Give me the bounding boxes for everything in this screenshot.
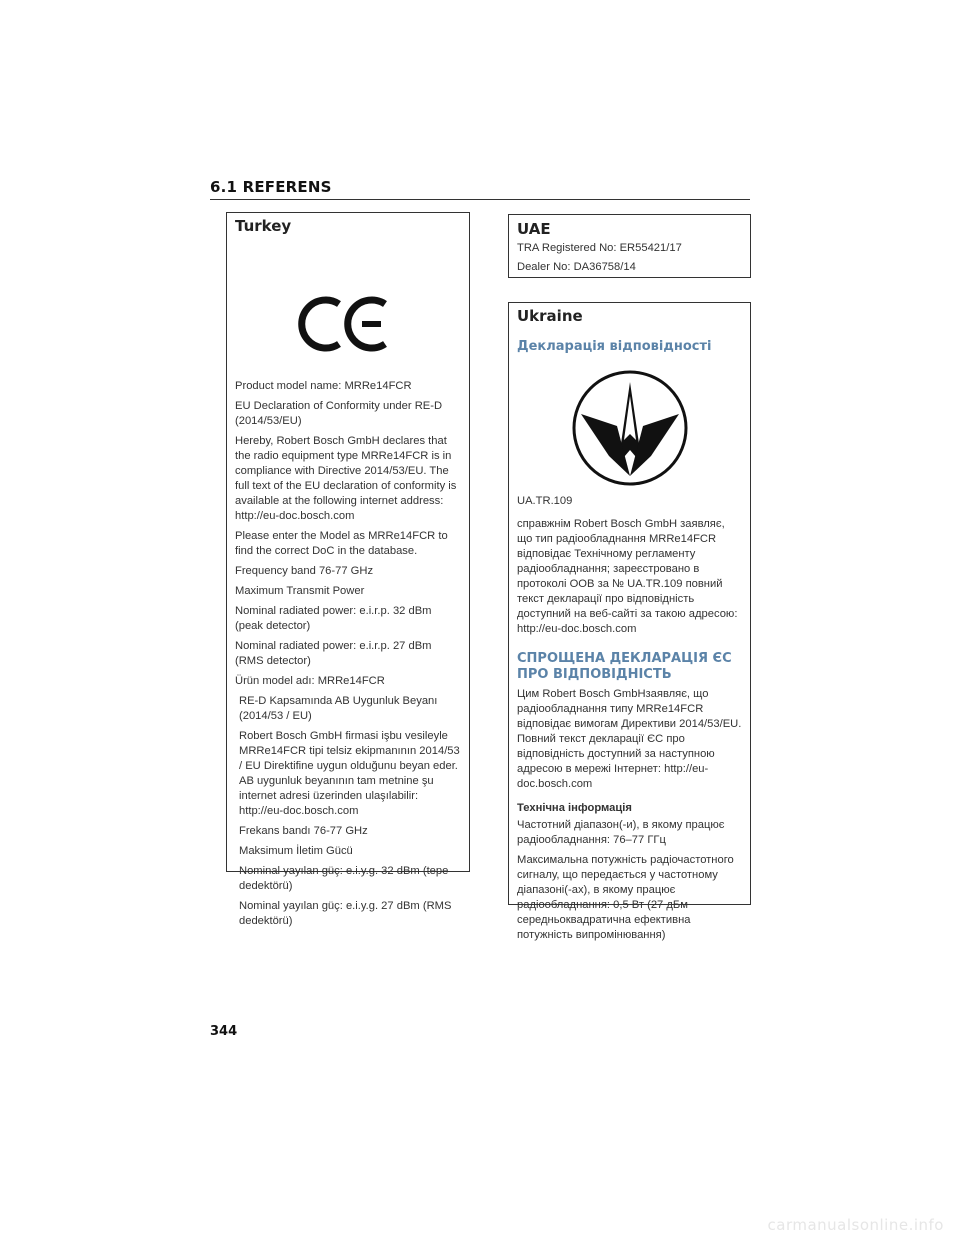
turkey-line-13: Maksimum İletim Gücü xyxy=(239,845,353,857)
turkey-line-9: Ürün model adı: MRRe14FCR xyxy=(235,675,385,687)
turkey-line-4: Please enter the Model as MRRe14FCR to find the correct DoC in the database. xyxy=(235,530,448,557)
page-number: 344 xyxy=(210,1024,238,1039)
turkey-line-2: EU Declaration of Conformity under RE-D (2014/53/EU) xyxy=(235,400,443,427)
uae-line-1: TRA Registered No: ER55421/17 xyxy=(517,242,682,254)
section-divider xyxy=(210,199,750,200)
ukraine-paragraph-3: Частотний діапазон(-и), в якому працює радіообладнання: 76–77 ГГц xyxy=(517,819,725,846)
turkey-line-12: Frekans bandı 76-77 GHz xyxy=(239,825,368,837)
ce-mark xyxy=(235,239,461,379)
ukraine-heading-2: СПРОЩЕНА ДЕКЛАРАЦІЯ ЄС ПРО ВІДПОВІДНІСТЬ xyxy=(517,651,732,682)
ukraine-title: Ukraine xyxy=(517,307,583,325)
turkey-line-5: Frequency band 76-77 GHz xyxy=(235,565,374,577)
turkey-line-8: Nominal radiated power: e.i.r.p. 27 dBm (RMS detector) xyxy=(235,640,432,667)
uae-title: UAE xyxy=(517,220,551,238)
ukraine-conformity-icon xyxy=(509,354,752,494)
ce-mark-text xyxy=(235,239,236,240)
ukraine-tech-heading: Технічна інформація xyxy=(517,802,632,814)
turkey-title: Turkey xyxy=(235,217,292,235)
turkey-box xyxy=(226,212,470,927)
turkey-line-11: Robert Bosch GmbH firmasi işbu vesileyle MRRe14FCR tipi telsiz ekipmanının 2014/53 / EU Direktifine uygun olduğunu beyan eder. AB uygunluk beyanının tam metnine şu internet adresi üzerinden ulaşılabilir: http://eu-doc.bosch.com xyxy=(239,730,460,817)
watermark: carmanualsonline.info xyxy=(767,1216,944,1234)
ukraine-conformity-mark xyxy=(517,354,742,494)
ukraine-paragraph-1: справжнім Robert Bosch GmbH заявляє, що тип радіообладнання MRRe14FCR відповідає Технічному регламенту радіообладнання; зареєстровано в протоколі OOB за № UA.TR.109 повний текст декларації про відповідність доступний на веб-сайті за такою адресою: http://eu-doc.bosch.com xyxy=(517,518,738,635)
uae-box xyxy=(508,214,751,278)
ukraine-subtitle: Декларація відповідності xyxy=(517,339,712,354)
ukraine-paragraph-2: Цим Robert Bosch GmbHзаявляє, що радіообладнання типу MRRe14FCR відповідає вимогам Директиви 2014/53/EU. Повний текст декларації ЄС про відповідність доступний за наступною адресою в мережі Інтернет: http://eu-doc.bosch.com xyxy=(517,688,742,790)
uae-line-2: Dealer No: DA36758/14 xyxy=(517,261,636,273)
ukraine-paragraph-4: Максимальна потужність радіочастотного сигналу, що передається у частотному діапазоні(-ах), в якому працює радіообладнання: 0,5 Вт (27 дБм середньоквадратична ефективна потужність випромінювання) xyxy=(517,854,734,941)
turkey-line-6: Maximum Transmit Power xyxy=(235,585,365,597)
ce-logo-icon xyxy=(227,239,471,379)
turkey-line-3: Hereby, Robert Bosch GmbH declares that the radio equipment type MRRe14FCR is in compliance with Directive 2014/53/EU. The full text of the EU declaration of conformity is available at the following internet address: http://eu-doc.bosch.com xyxy=(235,435,457,522)
turkey-line-1: Product model name: MRRe14FCR xyxy=(235,380,412,392)
turkey-line-14: Nominal yayılan güç: e.i.y.g. 32 dBm (tepe dedektörü) xyxy=(239,865,449,892)
ukraine-mark-code: UA.TR.109 xyxy=(517,495,573,507)
turkey-line-10: RE-D Kapsamında AB Uygunluk Beyanı (2014/53 / EU) xyxy=(239,695,438,722)
turkey-line-7: Nominal radiated power: e.i.r.p. 32 dBm (peak detector) xyxy=(235,605,432,632)
ukraine-box xyxy=(508,302,751,941)
turkey-line-15: Nominal yayılan güç: e.i.y.g. 27 dBm (RMS dedektörü) xyxy=(239,900,452,927)
section-header: 6.1 REFERENS xyxy=(210,178,332,196)
